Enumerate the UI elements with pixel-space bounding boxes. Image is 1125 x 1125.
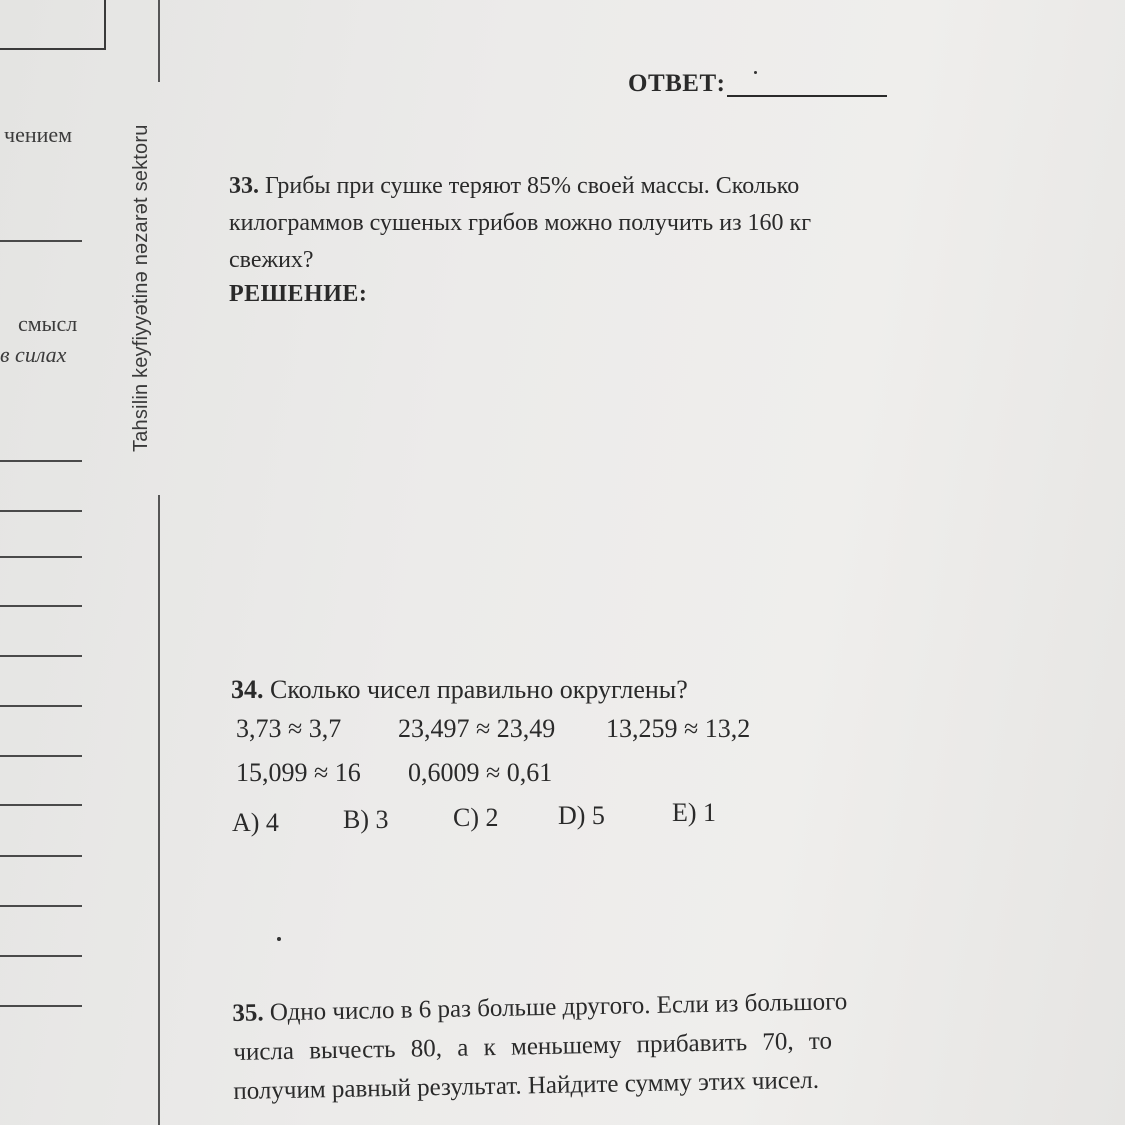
question-33-number: 33. (229, 173, 259, 199)
option-c[interactable]: C) 2 (453, 803, 499, 832)
question-33-text-1: Грибы при сушке теряют 85% своей массы. Сколько (265, 173, 800, 199)
question-33-line-2: килограммов сушеных грибов можно получить из 160 кг (229, 210, 812, 236)
question-35-text-1: Одно число в 6 раз больше другого. Если из большого (269, 988, 848, 1027)
speck (754, 71, 757, 74)
left-fragment-3: в силах (0, 342, 67, 367)
question-33-line-3: свежих? (229, 247, 314, 273)
left-rule (0, 955, 82, 957)
left-rule (0, 510, 82, 512)
left-fragment-2: смысл (18, 311, 78, 336)
rounding-item-4: 15,099 ≈ 16 (236, 758, 361, 787)
left-rule (0, 460, 82, 462)
left-rule (0, 1005, 82, 1007)
left-fragment-1: чением (4, 122, 73, 147)
rounding-item-2: 23,497 ≈ 23,49 (398, 714, 556, 743)
rounding-item-5: 0,6009 ≈ 0,61 (408, 758, 553, 787)
left-rule (0, 855, 82, 857)
margin-line-top (158, 0, 160, 82)
option-e[interactable]: E) 1 (672, 798, 717, 827)
speck (277, 937, 281, 941)
left-rule (0, 905, 82, 907)
rounding-item-1: 3,73 ≈ 3,7 (236, 714, 342, 743)
question-34-options (0, 798, 1125, 840)
answer-label: ОТВЕТ: (628, 70, 726, 97)
question-34-number: 34. (231, 675, 264, 704)
rounding-item-3: 13,259 ≈ 13,2 (606, 714, 751, 743)
question-35-number: 35. (232, 999, 264, 1027)
question-34-line (231, 671, 688, 708)
question-35-line-3: получим равный результат. Найдите сумму этих чисел. (233, 1066, 820, 1105)
question-34-text: Сколько чисел правильно округлены? (270, 675, 688, 704)
left-rule (0, 755, 82, 757)
left-rule (0, 240, 82, 242)
answer-header (628, 70, 887, 98)
side-caption: Tahsilin keyfiyyətinə nəzarət sektoru (130, 124, 152, 452)
option-b[interactable]: B) 3 (343, 805, 389, 834)
answer-blank[interactable] (727, 95, 887, 97)
option-a[interactable]: A) 4 (232, 808, 279, 837)
question-33-line-1 (229, 168, 799, 205)
question-35-line-2: числа вычесть 80, а к меньшему прибавить 70, то (233, 1027, 833, 1066)
question-34-row-1 (0, 714, 1125, 750)
left-rule (0, 605, 82, 607)
left-rule (0, 655, 82, 657)
option-d[interactable]: D) 5 (558, 801, 605, 830)
left-rule (0, 705, 82, 707)
question-34-row-2 (0, 758, 1125, 794)
left-rule (0, 556, 82, 558)
corner-box (0, 0, 106, 50)
solution-label: РЕШЕНИЕ: (229, 281, 368, 307)
